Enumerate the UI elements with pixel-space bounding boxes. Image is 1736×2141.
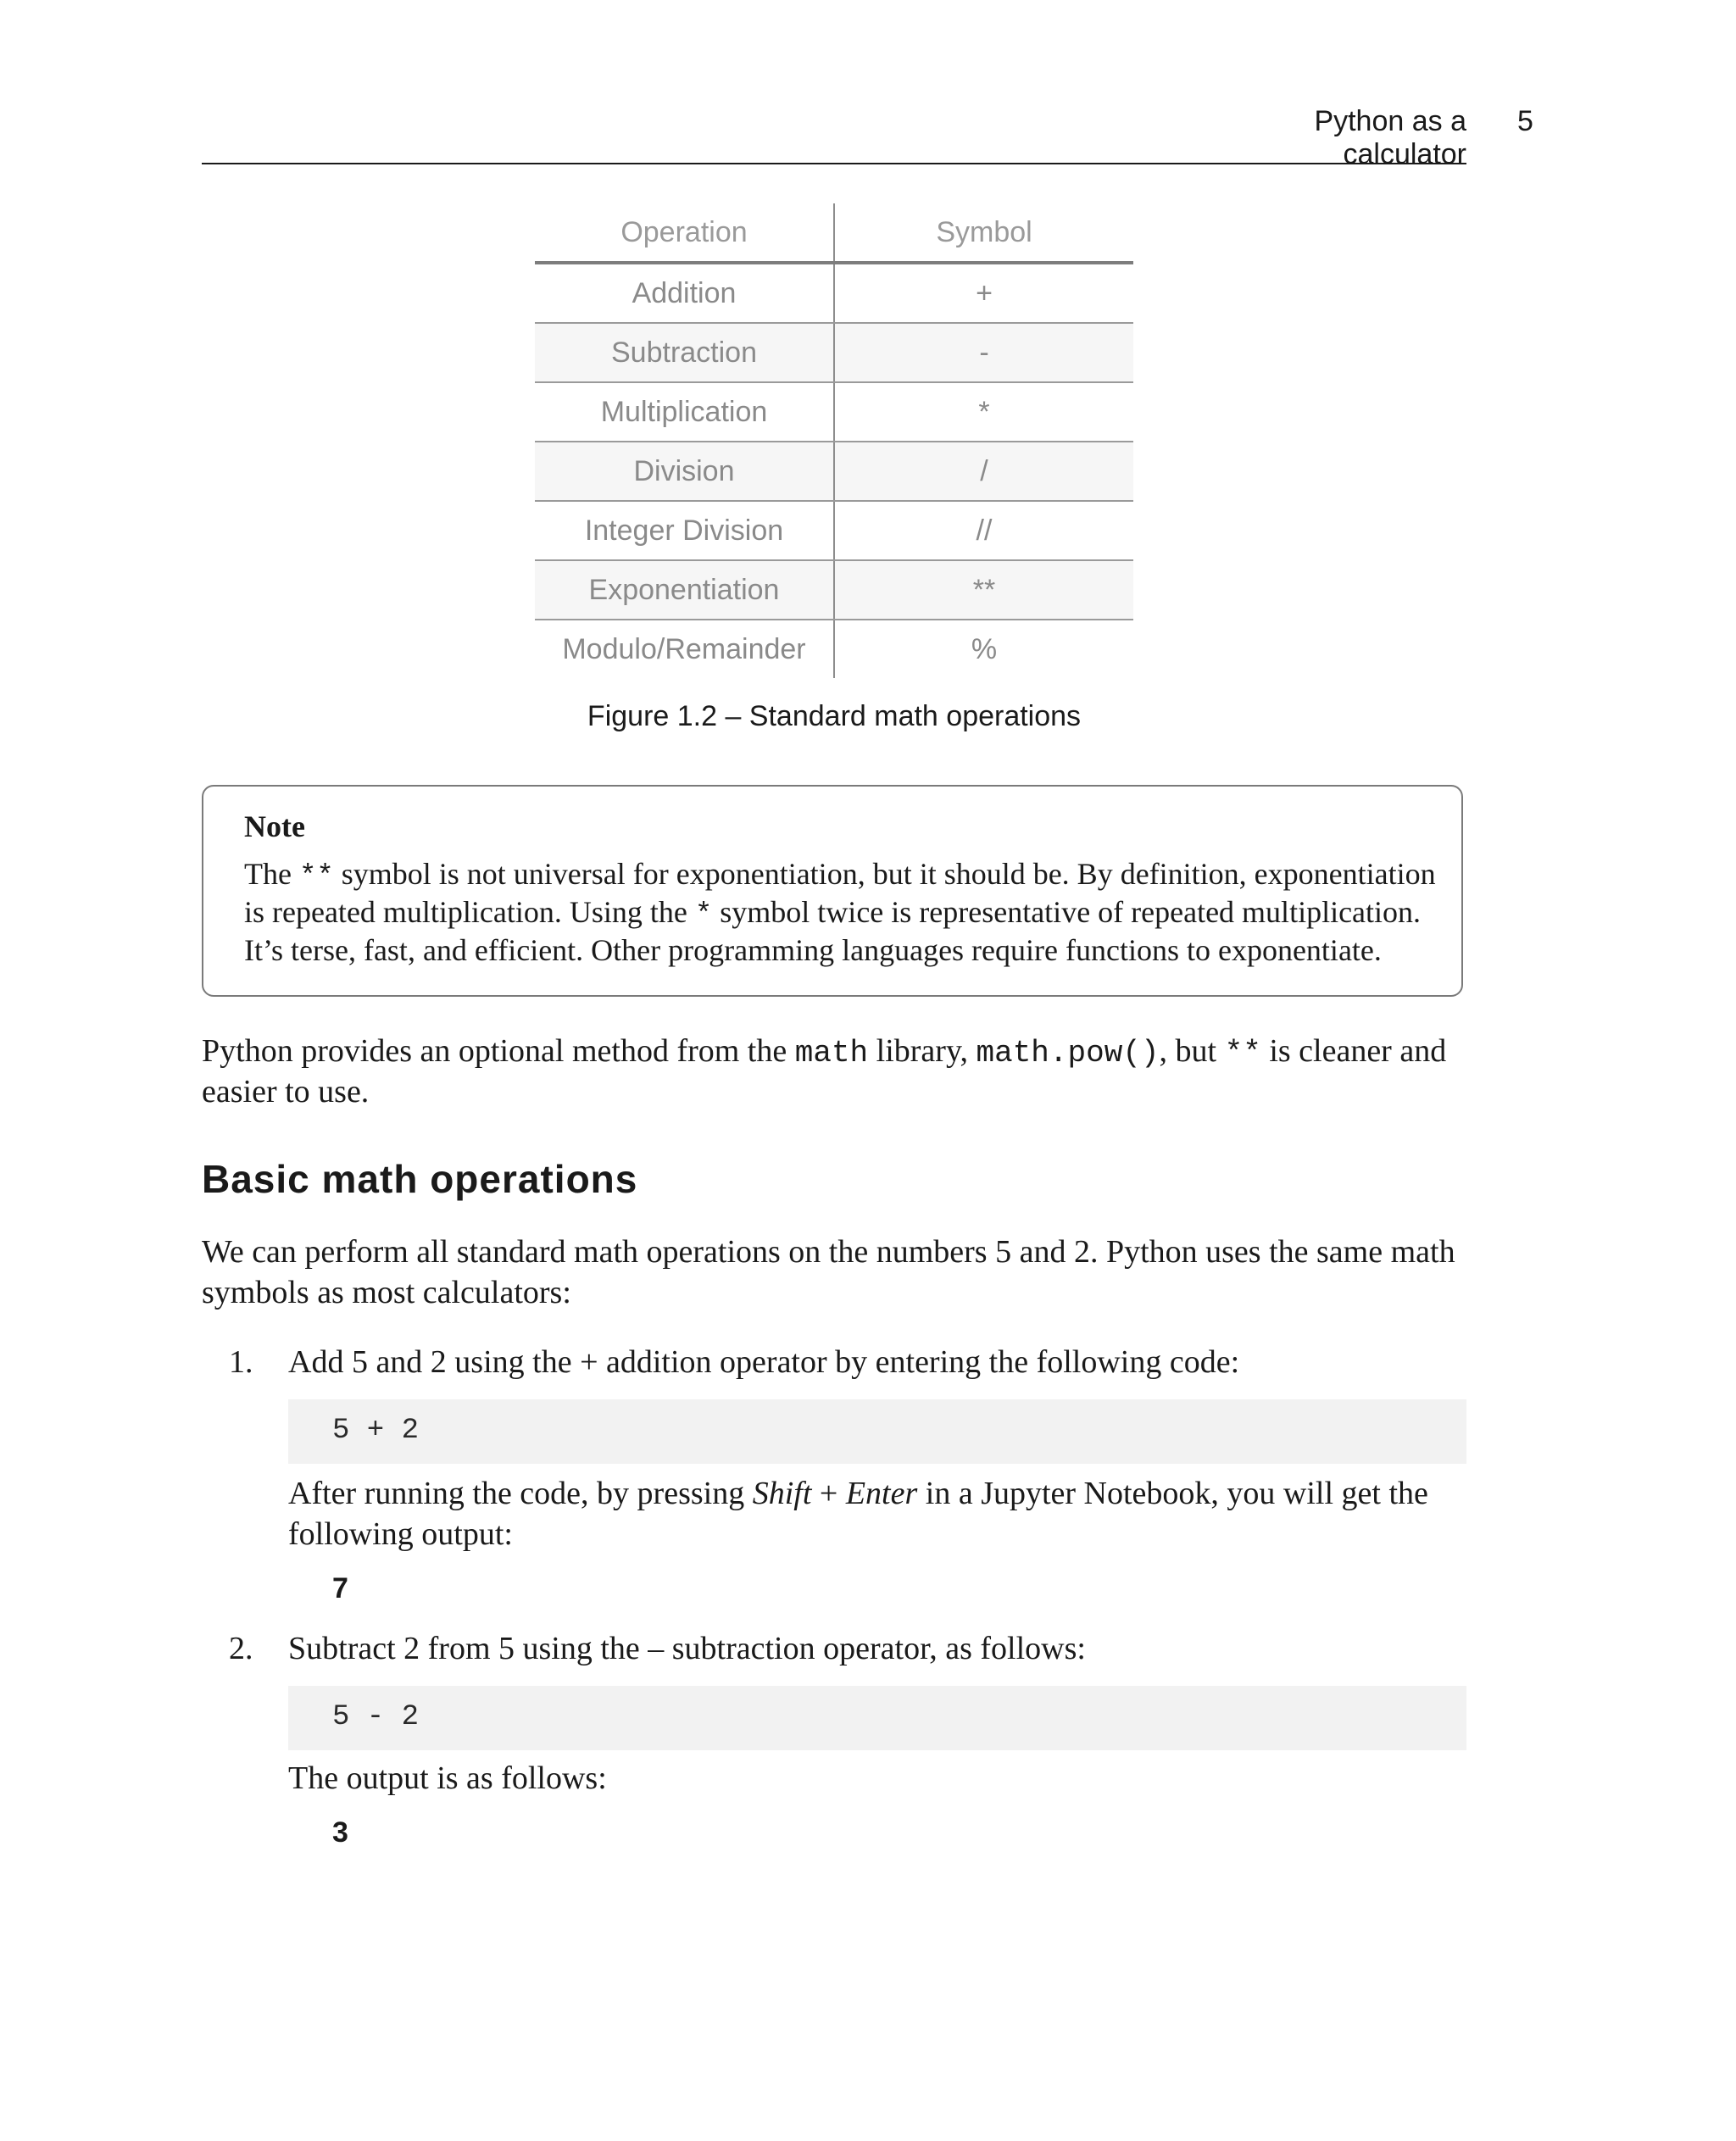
- output-value: 3: [332, 1816, 348, 1849]
- table-row: [535, 263, 1133, 323]
- symbol-cell: //: [834, 501, 1133, 560]
- intro-line-1: We can perform all standard math operations on the numbers 5 and 2. Python uses the same math: [202, 1234, 1455, 1270]
- explanation-text: After running the code, by pressing: [288, 1476, 753, 1511]
- running-header-title: Python as a calculator: [1314, 105, 1466, 170]
- table-row: [535, 501, 1133, 560]
- code-block[interactable]: [288, 1399, 1466, 1464]
- inline-code: **: [298, 861, 334, 893]
- symbol-cell: **: [834, 560, 1133, 620]
- inline-code: **: [1224, 1036, 1261, 1070]
- note-line-2: [244, 894, 1421, 931]
- section-heading: Basic math operations: [202, 1157, 638, 1201]
- step-explanation: The output is as follows:: [288, 1760, 607, 1796]
- inline-code: math: [794, 1036, 869, 1070]
- explanation-text: in a Jupyter Notebook, you will get the: [917, 1476, 1428, 1511]
- symbol-cell: %: [834, 620, 1133, 678]
- table-header-row: [535, 203, 1133, 263]
- note-title: Note: [244, 809, 305, 843]
- math-operations-table: [535, 203, 1133, 678]
- step-number: 2.: [229, 1631, 253, 1666]
- symbol-cell: +: [834, 263, 1133, 323]
- code-text: 5 + 2: [332, 1415, 420, 1447]
- paragraph-line: easier to use.: [202, 1074, 370, 1109]
- note-text: symbol is not universal for exponentiation, but it should be. By definition, exponentiation: [333, 857, 1436, 891]
- operation-cell: Integer Division: [535, 501, 834, 560]
- code-text: 5 - 2: [332, 1701, 420, 1733]
- step-explanation: [288, 1475, 1428, 1512]
- step-number: 1.: [229, 1344, 253, 1380]
- step-text: Subtract 2 from 5 using the – subtraction operator, as follows:: [288, 1631, 1086, 1666]
- paragraph-text: , but: [1159, 1033, 1225, 1069]
- table-row: [535, 620, 1133, 678]
- inline-code: *: [694, 899, 713, 931]
- operation-cell: Exponentiation: [535, 560, 834, 620]
- note-line-1: [244, 856, 1436, 893]
- note-text: is repeated multiplication. Using the: [244, 895, 695, 929]
- operation-cell: Addition: [535, 263, 834, 323]
- operation-cell: Subtraction: [535, 323, 834, 382]
- key-name: Enter: [845, 1476, 918, 1511]
- operation-cell: Multiplication: [535, 382, 834, 442]
- symbol-cell: -: [834, 323, 1133, 382]
- paragraph-text: library,: [868, 1033, 976, 1069]
- symbol-cell: /: [834, 442, 1133, 501]
- explanation-text: +: [811, 1476, 846, 1511]
- intro-line-2: symbols as most calculators:: [202, 1275, 571, 1310]
- column-header-symbol: Symbol: [834, 203, 1133, 263]
- step-explanation: following output:: [288, 1516, 513, 1552]
- table-row: [535, 560, 1133, 620]
- column-header-operation: Operation: [535, 203, 834, 263]
- table-row: [535, 442, 1133, 501]
- operation-cell: Division: [535, 442, 834, 501]
- table-row: [535, 382, 1133, 442]
- inline-code: math.pow(): [976, 1036, 1160, 1070]
- note-text: symbol twice is representative of repeated multiplication.: [712, 895, 1422, 929]
- paragraph-text: Python provides an optional method from the: [202, 1033, 795, 1069]
- code-block[interactable]: [288, 1686, 1466, 1750]
- note-text: The: [244, 857, 299, 891]
- output-value: 7: [332, 1572, 348, 1604]
- note-line-3: It’s terse, fast, and efficient. Other programming languages require functions to exponentiate.: [244, 933, 1382, 967]
- page-number: 5: [1517, 105, 1533, 137]
- operation-cell: Modulo/Remainder: [535, 620, 834, 678]
- step-text: Add 5 and 2 using the + addition operator by entering the following code:: [288, 1344, 1240, 1380]
- figure-caption: Figure 1.2 – Standard math operations: [587, 700, 1082, 732]
- paragraph-text: is cleaner and: [1260, 1033, 1447, 1069]
- symbol-cell: *: [834, 382, 1133, 442]
- header-rule: [202, 163, 1466, 164]
- table-row: [535, 323, 1133, 382]
- key-name: Shift: [752, 1476, 812, 1511]
- paragraph-line: [202, 1032, 1446, 1070]
